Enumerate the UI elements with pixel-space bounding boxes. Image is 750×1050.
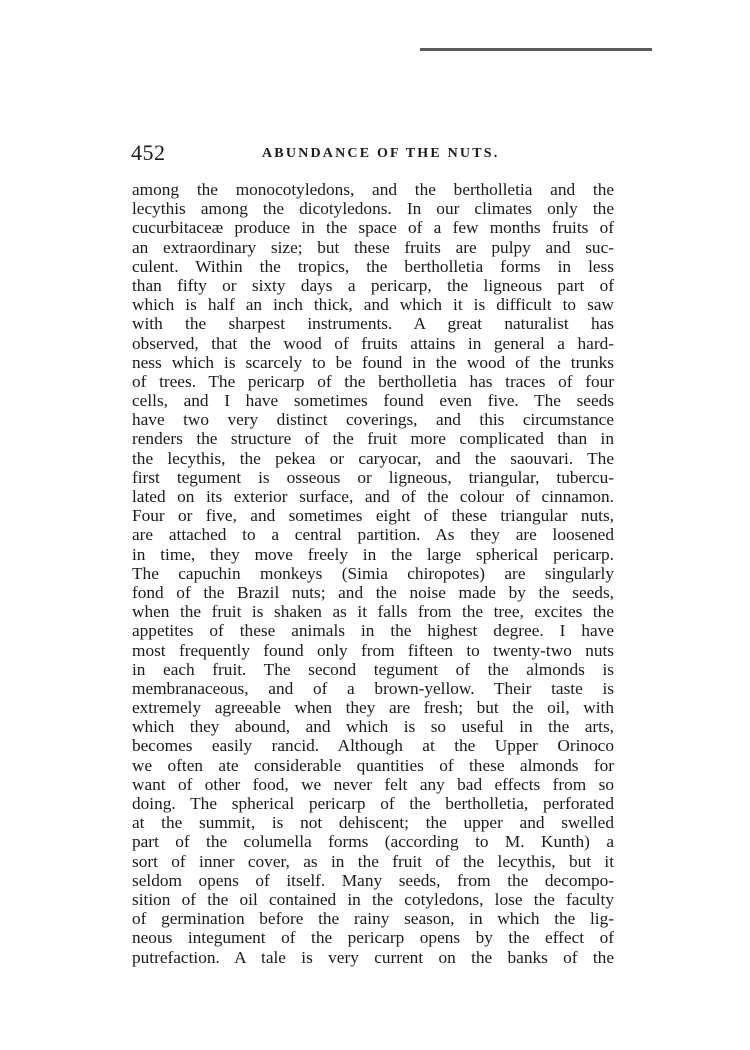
text-line: culent. Within the tropics, the bertholletia forms in less: [132, 256, 614, 276]
text-line: in each fruit. The second tegument of the almonds is: [132, 659, 614, 679]
text-line: of trees. The pericarp of the bertholletia has traces of four: [132, 371, 614, 391]
text-line: the lecythis, the pekea or caryocar, and the saouvari. The: [132, 448, 614, 468]
text-line: doing. The spherical pericarp of the bertholletia, perforated: [132, 794, 614, 813]
page-number: 452: [131, 140, 166, 165]
text-line: first tegument is osseous or ligneous, triangular, tubercu-: [132, 467, 614, 487]
text-line: than fifty or sixty days a pericarp, the ligneous part of: [132, 275, 614, 295]
text-line: ness which is scarcely to be found in the wood of the trunks: [132, 352, 614, 372]
text-line: membranaceous, and of a brown-yellow. Their taste is: [132, 678, 614, 698]
text-line: are attached to a central partition. As they are loosened: [132, 525, 614, 545]
text-line: lecythis among the dicotyledons. In our climates only the: [132, 199, 614, 219]
text-line: cells, and I have sometimes found even five. The seeds: [132, 391, 614, 411]
text-line: which is half an inch thick, and which it is difficult to saw: [132, 295, 614, 315]
text-line: sition of the oil contained in the cotyledons, lose the faculty: [132, 889, 614, 909]
text-line: neous integument of the pericarp opens by the effect of: [132, 928, 614, 948]
text-line: sort of inner cover, as in the fruit of the lecythis, but it: [132, 851, 614, 871]
text-line: at the summit, is not dehiscent; the upper and swelled: [132, 813, 614, 833]
text-line: part of the columella forms (according to M. Kunth) a: [132, 832, 614, 852]
text-line: in time, they move freely in the large spherical pericarp.: [132, 544, 614, 564]
body-text: [132, 180, 614, 967]
text-line: seldom opens of itself. Many seeds, from the decompo-: [132, 870, 614, 890]
text-line: fond of the Brazil nuts; and the noise made by the seeds,: [132, 582, 614, 602]
text-line: when the fruit is shaken as it falls from the tree, excites the: [132, 602, 614, 622]
text-line: we often ate considerable quantities of these almonds for: [132, 755, 614, 775]
text-line: observed, that the wood of fruits attains in general a hard-: [132, 333, 614, 353]
text-line: which they abound, and which is so useful in the arts,: [132, 717, 614, 737]
text-line: most frequently found only from fifteen to twenty-two nuts: [132, 640, 614, 660]
text-line: among the monocotyledons, and the bertholletia and the: [132, 180, 614, 199]
text-line: extremely agreeable when they are fresh; but the oil, with: [132, 698, 614, 718]
text-line: The capuchin monkeys (Simia chiropotes) are singularly: [132, 563, 614, 583]
text-line: want of other food, we never felt any bad effects from so: [132, 774, 614, 794]
text-line: of germination before the rainy season, in which the lig-: [132, 909, 614, 929]
text-line: an extraordinary size; but these fruits are pulpy and suc-: [132, 237, 614, 257]
text-line: becomes easily rancid. Although at the Upper Orinoco: [132, 736, 614, 756]
text-line: cucurbitaceæ produce in the space of a few months fruits of: [132, 218, 614, 238]
text-line: appetites of these animals in the highest degree. I have: [132, 621, 614, 641]
text-line: Four or five, and sometimes eight of these triangular nuts,: [132, 506, 614, 526]
text-line: lated on its exterior surface, and of the colour of cinnamon.: [132, 487, 614, 506]
text-line: have two very distinct coverings, and this circumstance: [132, 410, 614, 430]
text-line: with the sharpest instruments. A great naturalist has: [132, 314, 614, 334]
text-line: renders the structure of the fruit more complicated than in: [132, 429, 614, 449]
text-line: putrefaction. A tale is very current on the banks of the: [132, 947, 614, 967]
running-head: ABUNDANCE OF THE NUTS.: [262, 146, 500, 161]
top-rule: [420, 48, 652, 51]
